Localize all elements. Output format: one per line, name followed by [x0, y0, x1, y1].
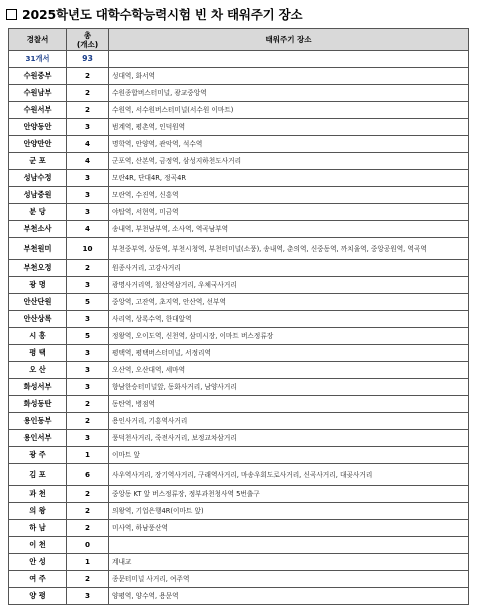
locations-cell: 양평역, 양수역, 용문역: [109, 588, 469, 605]
count-cell: 5: [67, 328, 109, 345]
station-cell: 의 왕: [9, 503, 67, 520]
locations-cell: 모란4R, 단대4R, 정곡4R: [109, 170, 469, 187]
station-cell: 부천오정: [9, 260, 67, 277]
count-cell: 1: [67, 554, 109, 571]
header-count: [67, 29, 109, 51]
table-row: [9, 328, 469, 345]
station-cell: 군 포: [9, 153, 67, 170]
station-cell: 안 성: [9, 554, 67, 571]
station-cell: 성남중원: [9, 187, 67, 204]
locations-cell: 모란역, 수진역, 신흥역: [109, 187, 469, 204]
table-row: [9, 204, 469, 221]
table-row: [9, 153, 469, 170]
table-row: [9, 396, 469, 413]
locations-cell: [109, 537, 469, 554]
total-locations: [109, 51, 469, 68]
count-cell: 4: [67, 153, 109, 170]
locations-cell: 수원종합버스터미널, 광교중앙역: [109, 85, 469, 102]
station-cell: 평 택: [9, 345, 67, 362]
station-cell: 안산상록: [9, 311, 67, 328]
locations-cell: 풍덕천사거리, 죽전사거리, 보정교차삼거리: [109, 430, 469, 447]
header-count-bottom: (개소): [76, 39, 99, 49]
count-cell: 2: [67, 396, 109, 413]
station-cell: 수원남부: [9, 85, 67, 102]
count-cell: 2: [67, 102, 109, 119]
header-station: 경찰서: [9, 29, 67, 51]
table-header-row: [9, 29, 469, 51]
table-row: [9, 221, 469, 238]
locations-cell: 중앙역, 고잔역, 초지역, 안산역, 선부역: [109, 294, 469, 311]
table-row: [9, 503, 469, 520]
station-cell: 부천원미: [9, 238, 67, 260]
count-cell: 0: [67, 537, 109, 554]
locations-cell: 미사역, 하남풍산역: [109, 520, 469, 537]
count-cell: 2: [67, 520, 109, 537]
locations-cell: 종문터미널 사거리, 여주역: [109, 571, 469, 588]
table-row: [9, 187, 469, 204]
total-count: 93: [67, 51, 109, 68]
station-cell: 성남수정: [9, 170, 67, 187]
locations-cell: 향남한승터미널앞, 동화사거리, 남양사거리: [109, 379, 469, 396]
station-cell: 분 당: [9, 204, 67, 221]
pickup-locations-table: [8, 28, 469, 605]
count-cell: 3: [67, 170, 109, 187]
count-cell: 2: [67, 260, 109, 277]
count-cell: 4: [67, 136, 109, 153]
count-cell: 2: [67, 571, 109, 588]
station-cell: 양 평: [9, 588, 67, 605]
locations-cell: 군포역, 산본역, 금정역, 삼성지하천도사거리: [109, 153, 469, 170]
count-cell: 6: [67, 464, 109, 486]
table-row: [9, 294, 469, 311]
document-title: 2025학년도 대학수학능력시험 빈 차 태워주기 장소: [22, 7, 303, 22]
count-cell: 2: [67, 413, 109, 430]
locations-cell: 사우역사거리, 장기역사거리, 구래역사거리, 마송우회도로사거리, 신곡사거리, 대곶사거리: [109, 464, 469, 486]
table-row: [9, 588, 469, 605]
count-cell: 2: [67, 85, 109, 102]
station-cell: 오 산: [9, 362, 67, 379]
locations-cell: 이마트 앞: [109, 447, 469, 464]
locations-cell: 명학역, 안양역, 관악역, 석수역: [109, 136, 469, 153]
station-cell: 화성동탄: [9, 396, 67, 413]
table-row: [9, 102, 469, 119]
table-row: [9, 238, 469, 260]
table-row: [9, 571, 469, 588]
station-cell: 안양동안: [9, 119, 67, 136]
count-cell: 2: [67, 503, 109, 520]
count-cell: 4: [67, 221, 109, 238]
station-cell: 수원중부: [9, 68, 67, 85]
locations-cell: 동탄역, 병점역: [109, 396, 469, 413]
locations-cell: 송내역, 부천남부역, 소사역, 역곡남부역: [109, 221, 469, 238]
station-cell: 김 포: [9, 464, 67, 486]
locations-cell: 광명사거리역, 철산역삼거리, 우체국사거리: [109, 277, 469, 294]
table-row: [9, 430, 469, 447]
locations-cell: 용인사거리, 기흥역사거리: [109, 413, 469, 430]
count-cell: 3: [67, 277, 109, 294]
locations-cell: 오산역, 오산대역, 세마역: [109, 362, 469, 379]
table-row: [9, 68, 469, 85]
table-row: [9, 345, 469, 362]
table-row: [9, 413, 469, 430]
locations-cell: 사리역, 상록수역, 한대앞역: [109, 311, 469, 328]
station-cell: 용인서부: [9, 430, 67, 447]
station-cell: 용인동부: [9, 413, 67, 430]
table-row: [9, 464, 469, 486]
count-cell: 3: [67, 379, 109, 396]
count-cell: 3: [67, 204, 109, 221]
locations-cell: 원종사거리, 고강사거리: [109, 260, 469, 277]
table-row: [9, 379, 469, 396]
locations-cell: 중앙동 KT 앞 버스정류장, 정부과천청사역 5번출구: [109, 486, 469, 503]
count-cell: 5: [67, 294, 109, 311]
count-cell: 10: [67, 238, 109, 260]
station-cell: 광 명: [9, 277, 67, 294]
table-row: [9, 362, 469, 379]
table-row: [9, 260, 469, 277]
table-row: [9, 170, 469, 187]
count-cell: 3: [67, 311, 109, 328]
table-row: [9, 311, 469, 328]
table-row: [9, 85, 469, 102]
table-row: [9, 520, 469, 537]
count-cell: 2: [67, 68, 109, 85]
table-row: [9, 136, 469, 153]
station-cell: 하 남: [9, 520, 67, 537]
station-cell: 여 주: [9, 571, 67, 588]
locations-cell: 평택역, 평택버스터미널, 서정리역: [109, 345, 469, 362]
locations-cell: 정왕역, 오이도역, 신천역, 삼미시장, 이마트 버스정류장: [109, 328, 469, 345]
total-label: 31개서: [9, 51, 67, 68]
count-cell: 3: [67, 119, 109, 136]
checkbox-icon: [6, 9, 17, 20]
count-cell: 3: [67, 187, 109, 204]
table-row: [9, 119, 469, 136]
locations-cell: 범계역, 평촌역, 인덕원역: [109, 119, 469, 136]
total-row: [9, 51, 469, 68]
locations-cell: 부천중부역, 상동역, 부천시청역, 부천터미널(소풍), 송내역, 춘의역, 신중동역, 까치울역, 중앙공원역, 역곡역: [109, 238, 469, 260]
table-row: [9, 277, 469, 294]
header-locations: 태워주기 장소: [109, 29, 469, 51]
count-cell: 3: [67, 362, 109, 379]
header-count-top: 총: [83, 30, 92, 40]
count-cell: 2: [67, 486, 109, 503]
table-row: [9, 537, 469, 554]
locations-cell: 야탑역, 서현역, 미금역: [109, 204, 469, 221]
station-cell: 광 주: [9, 447, 67, 464]
table-row: [9, 486, 469, 503]
station-cell: 부천소사: [9, 221, 67, 238]
station-cell: 안양만안: [9, 136, 67, 153]
locations-cell: 계내교: [109, 554, 469, 571]
count-cell: 3: [67, 588, 109, 605]
station-cell: 시 흥: [9, 328, 67, 345]
locations-cell: 성대역, 화서역: [109, 68, 469, 85]
station-cell: 화성서부: [9, 379, 67, 396]
count-cell: 3: [67, 345, 109, 362]
station-cell: 안산단원: [9, 294, 67, 311]
count-cell: 1: [67, 447, 109, 464]
station-cell: 이 천: [9, 537, 67, 554]
table-row: [9, 447, 469, 464]
title-row: [6, 4, 302, 24]
table-row: [9, 554, 469, 571]
station-cell: 수원서부: [9, 102, 67, 119]
locations-cell: 의왕역, 기업은행4R(이마트 앞): [109, 503, 469, 520]
count-cell: 3: [67, 430, 109, 447]
locations-cell: 수원역, 서수원버스터미널(서수원 이마트): [109, 102, 469, 119]
station-cell: 과 천: [9, 486, 67, 503]
